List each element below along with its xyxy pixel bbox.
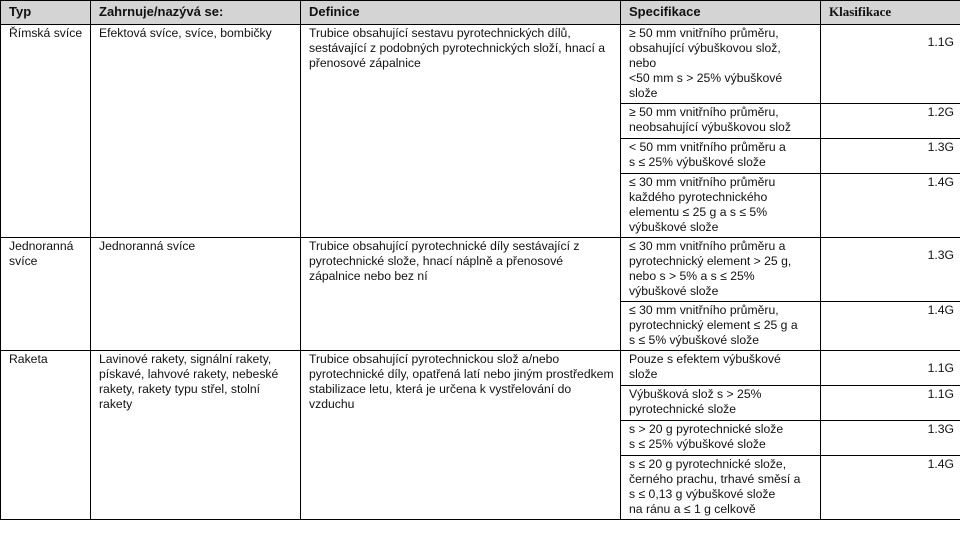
typ-cell: Římská svíce — [1, 25, 91, 238]
specifikace-cell: Výbušková slož s > 25% pyrotechnické slože — [621, 386, 821, 421]
header-row — [1, 1, 960, 25]
klasifikace-cell: 1.1G — [821, 351, 960, 386]
header-definice: Definice — [301, 1, 621, 25]
nazev-cell: Jednoranná svíce — [91, 238, 301, 351]
definice-cell: Trubice obsahující pyrotechnické díly sestávající z pyrotechnické slože, hnací náplně a přenosové zápalnice nebo bez ní — [301, 238, 621, 351]
table-row — [1, 238, 960, 302]
header-typ: Typ — [1, 1, 91, 25]
typ-cell: Raketa — [1, 351, 91, 520]
table-row — [1, 25, 960, 104]
specifikace-cell: < 50 mm vnitřního průměru a s ≤ 25% výbuškové slože — [621, 139, 821, 174]
table-row — [1, 351, 960, 386]
specifikace-cell: Pouze s efektem výbuškové slože — [621, 351, 821, 386]
klasifikace-cell: 1.1G — [821, 25, 960, 104]
klasifikace-cell: 1.4G — [821, 302, 960, 351]
klasifikace-cell: 1.1G — [821, 386, 960, 421]
definice-cell: Trubice obsahující pyrotechnickou slož a/nebo pyrotechnické díly, opatřená latí nebo jiným prostředkem stabilizace letu, která je určena k vystřelování do vzduchu — [301, 351, 621, 520]
definice-cell: Trubice obsahující sestavu pyrotechnických dílů, sestávající z podobných pyrotechnických složí, hnací a přenosové zápalnice — [301, 25, 621, 238]
klasifikace-cell: 1.3G — [821, 139, 960, 174]
specifikace-cell: ≤ 30 mm vnitřního průměru, pyrotechnický element ≤ 25 g a s ≤ 5% výbuškové slože — [621, 302, 821, 351]
klasifikace-cell: 1.4G — [821, 174, 960, 238]
specifikace-cell: s ≤ 20 g pyrotechnické slože, černého prachu, trhavé směsí a s ≤ 0,13 g výbuškové slože na ránu a ≤ 1 g celkově — [621, 456, 821, 520]
klasifikace-cell: 1.4G — [821, 456, 960, 520]
specifikace-cell: ≤ 30 mm vnitřního průměru a pyrotechnický element > 25 g, nebo s > 5% a s ≤ 25% výbuškové slože — [621, 238, 821, 302]
klasifikace-cell: 1.3G — [821, 421, 960, 456]
specifikace-cell: ≥ 50 mm vnitřního průměru, neobsahující výbuškovou slož — [621, 104, 821, 139]
nazev-cell: Lavinové rakety, signální rakety, pískavé, lahvové rakety, nebeské rakety, rakety typu střel, stolní rakety — [91, 351, 301, 520]
specifikace-cell: ≥ 50 mm vnitřního průměru, obsahující výbuškovou slož, nebo <50 mm s > 25% výbuškové slože — [621, 25, 821, 104]
nazev-cell: Efektová svíce, svíce, bombičky — [91, 25, 301, 238]
specifikace-cell: ≤ 30 mm vnitřního průměru každého pyrotechnického elementu ≤ 25 g a s ≤ 5% výbuškové slože — [621, 174, 821, 238]
klasifikace-cell: 1.2G — [821, 104, 960, 139]
typ-cell: Jednoranná svíce — [1, 238, 91, 351]
table-body — [1, 25, 960, 520]
header-nazev: Zahrnuje/nazývá se: — [91, 1, 301, 25]
specifikace-cell: s > 20 g pyrotechnické slože s ≤ 25% výbuškové slože — [621, 421, 821, 456]
klasifikace-cell: 1.3G — [821, 238, 960, 302]
header-klasifikace: Klasifikace — [821, 1, 960, 25]
header-specifikace: Specifikace — [621, 1, 821, 25]
